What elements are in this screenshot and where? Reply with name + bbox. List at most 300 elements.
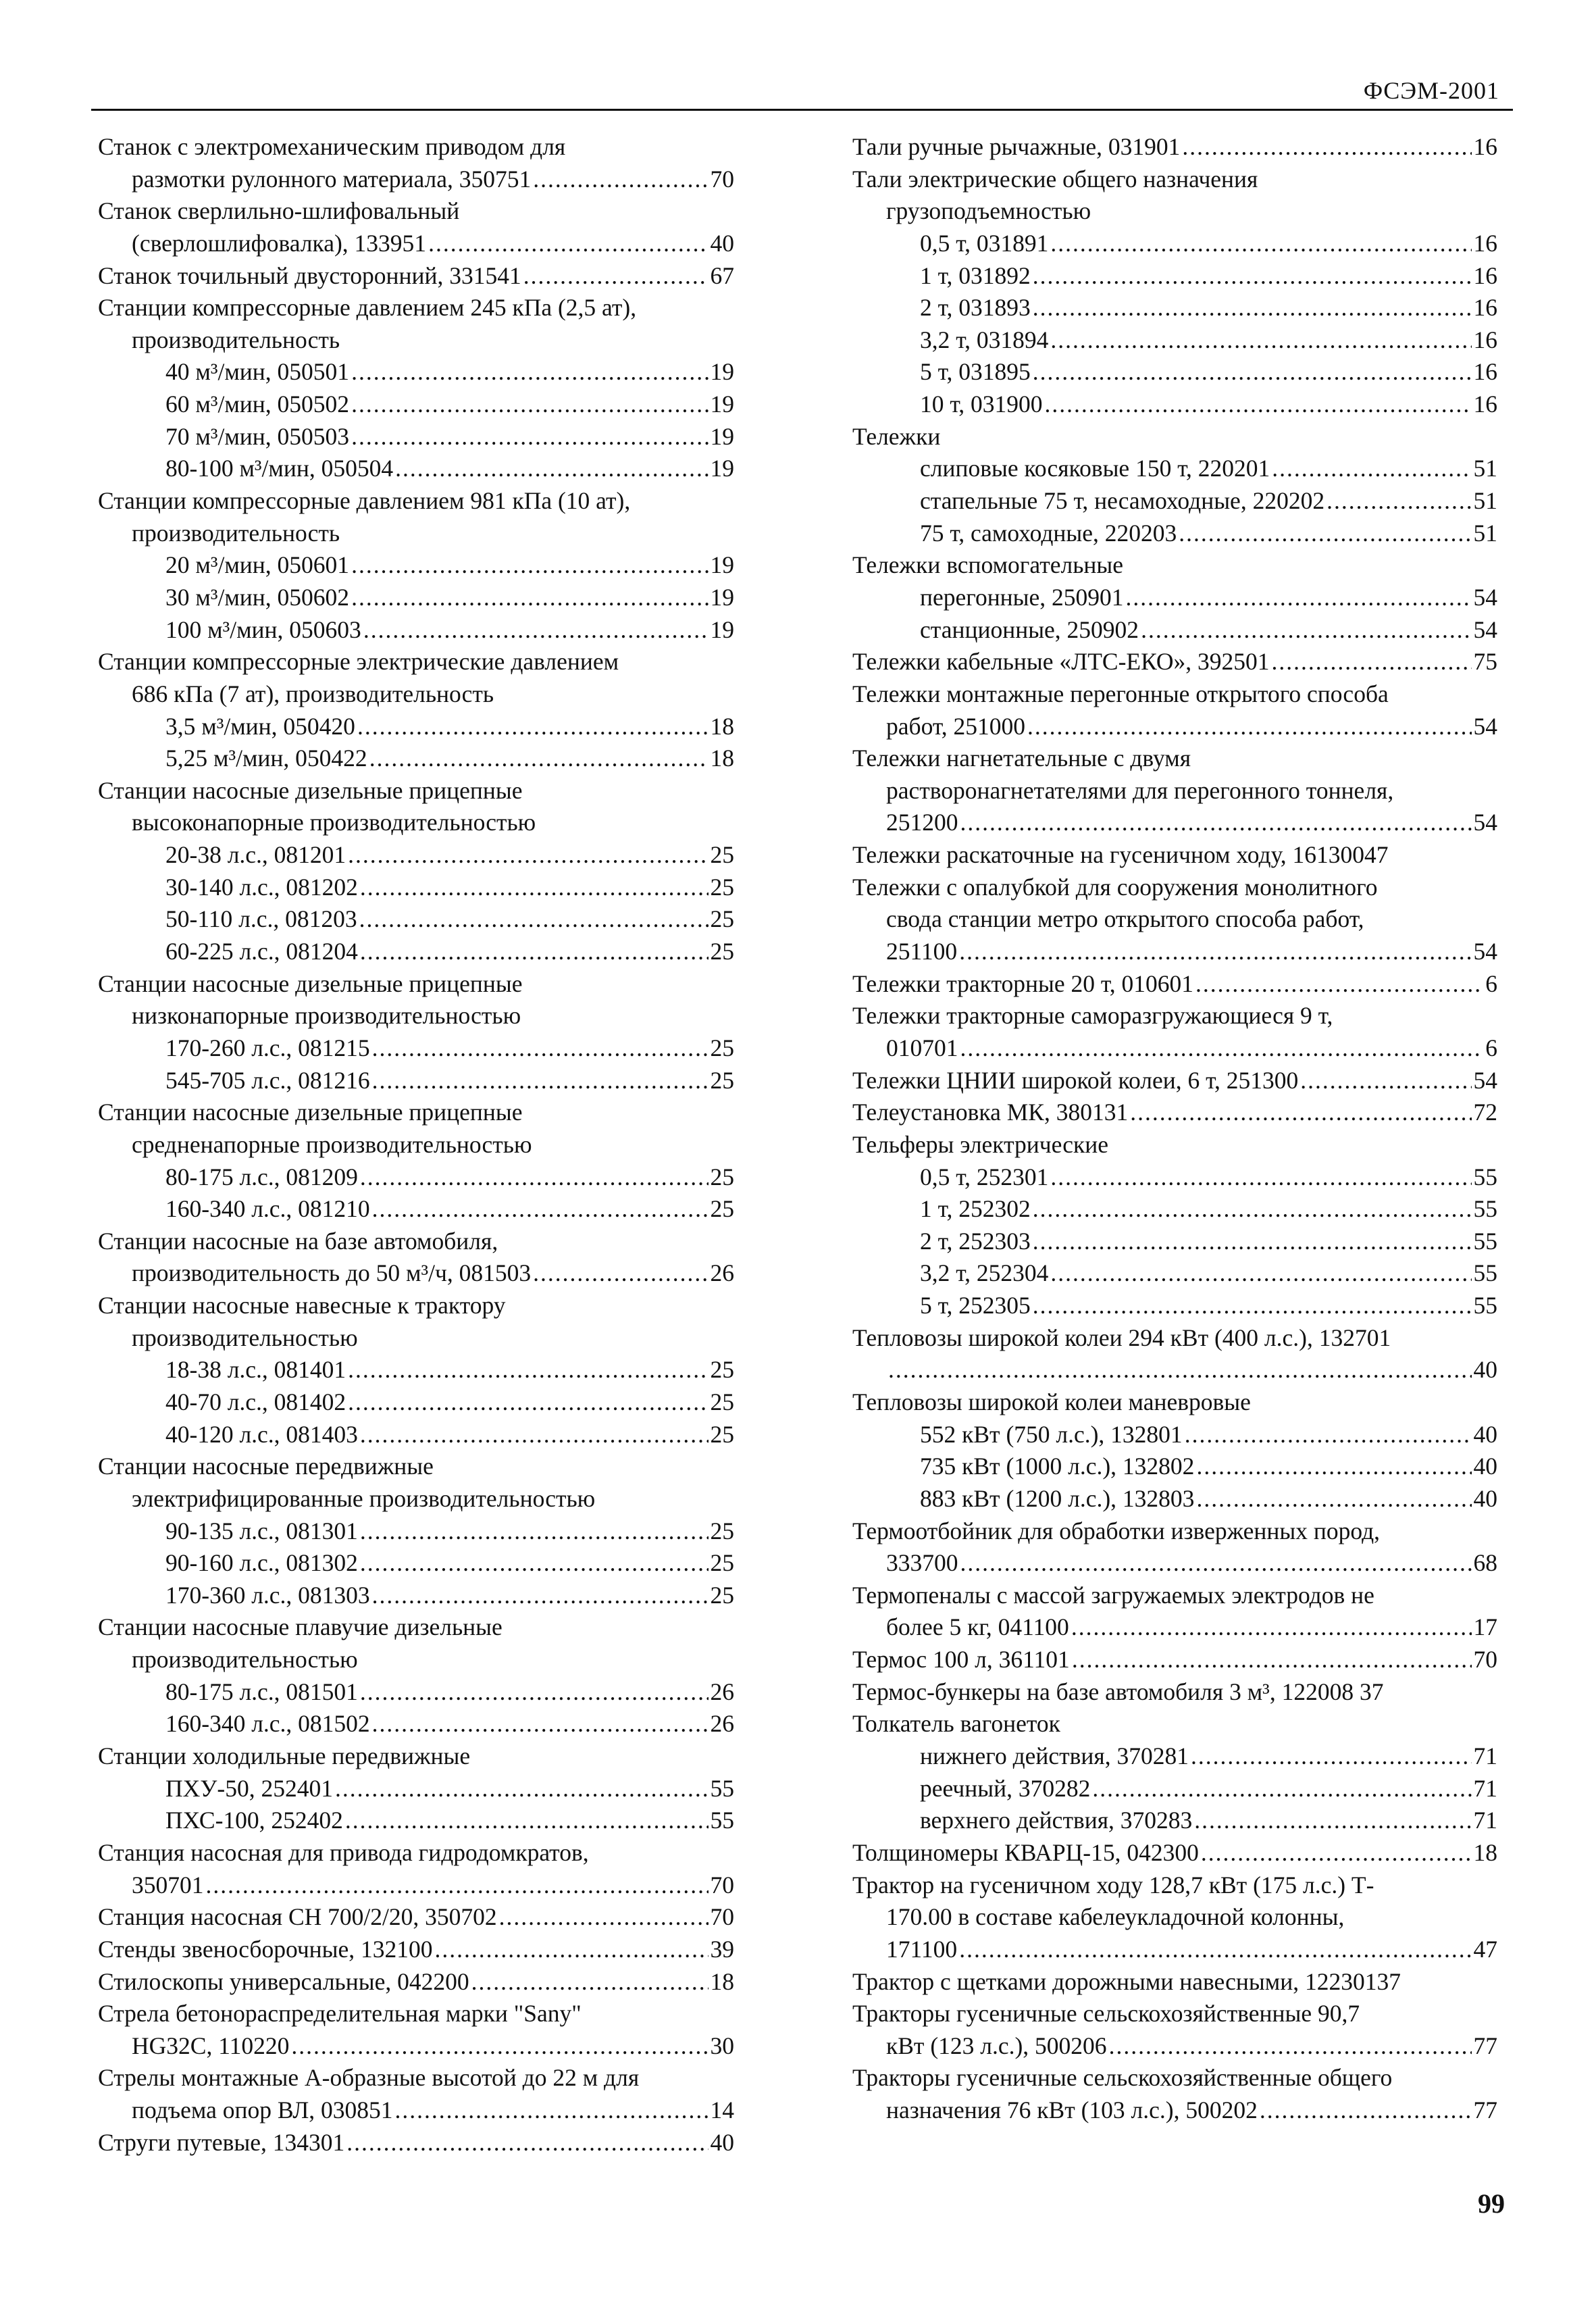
dot-leader — [959, 1934, 1471, 1966]
index-entry-text: 5 т, 252305 — [920, 1292, 1031, 1319]
index-page-ref: 16 — [1473, 294, 1497, 322]
index-entry-text: Станции холодильные передвижные — [98, 1742, 471, 1770]
dot-leader — [1126, 582, 1472, 614]
index-entry-text: 70 м³/мин, 050503 — [165, 422, 350, 450]
index-entry-text: 5 т, 031895 — [920, 358, 1031, 386]
index-entry-text: 686 кПа (7 ат), производительность — [132, 680, 494, 707]
dot-leader — [1196, 1483, 1471, 1515]
dot-leader — [1182, 131, 1471, 164]
index-entry — [98, 356, 734, 388]
index-entry-text: Тракторы гусеничные сельскохозяйственные 90,7 — [852, 2000, 1360, 2028]
index-entry-text: Тельферы электрические — [852, 1130, 1109, 1158]
index-entry-text: Станции насосные передвижные — [98, 1453, 434, 1480]
dot-leader — [960, 1032, 1484, 1065]
index-entry-text: Тележки тракторные саморазгружающиеся 9 т, — [852, 1002, 1333, 1030]
index-entry-text: Тракторы гусеничные сельскохозяйственные общего — [852, 2064, 1393, 2092]
index-page-ref: 55 — [1473, 1195, 1497, 1223]
index-page-ref: 40 — [1473, 1484, 1497, 1512]
index-entry — [98, 936, 734, 968]
dot-leader — [351, 388, 708, 421]
dot-leader — [1130, 1097, 1471, 1129]
index-page-ref: 77 — [1473, 2096, 1497, 2124]
index-entry — [98, 872, 734, 904]
dot-leader — [360, 1676, 709, 1709]
index-entry — [852, 453, 1497, 485]
index-entry-text: Станции компрессорные давлением 245 кПа (2,5 ат), — [98, 294, 637, 322]
index-entry — [98, 1226, 734, 1290]
dot-leader — [360, 1419, 709, 1451]
index-entry-text: Стенды звеносборочные, 132100 — [98, 1935, 433, 1963]
index-entry — [98, 1837, 734, 1901]
index-entry-text: подъема опор ВЛ, 030851 — [132, 2096, 393, 2124]
index-page-ref: 16 — [1473, 391, 1497, 418]
dot-leader — [1141, 614, 1471, 647]
index-page-ref: 30 — [710, 2032, 734, 2059]
dot-leader — [1179, 518, 1471, 550]
index-page-ref: 16 — [1473, 326, 1497, 353]
index-page-ref: 55 — [1473, 1292, 1497, 1319]
index-page-ref: 40 — [710, 2128, 734, 2156]
dot-leader — [1185, 1419, 1472, 1451]
index-entry-text: растворонагнетателями для перегонного тоннеля, — [886, 776, 1394, 804]
index-entry-text: Станции насосные дизельные прицепные — [98, 970, 523, 997]
index-entry-text: Станция насосная СН 700/2/20, 350702 — [98, 1903, 497, 1931]
dot-leader — [1092, 1773, 1471, 1805]
index-entry-text: Тележки нагнетательные с двумя — [852, 745, 1191, 772]
index-entry — [852, 1419, 1497, 1451]
index-entry-text: производительностью — [132, 1324, 358, 1351]
index-page-ref: 55 — [710, 1774, 734, 1802]
index-page-ref: 51 — [1473, 487, 1497, 515]
index-page-ref: 54 — [1473, 809, 1497, 836]
index-page-ref: 6 — [1485, 1034, 1497, 1061]
index-entry-text: Струги путевые, 134301 — [98, 2128, 345, 2156]
index-entry-text: ПХУ-50, 252401 — [165, 1774, 333, 1802]
index-entry-text: 170-360 л.с., 081303 — [165, 1581, 370, 1609]
index-entry-text: 552 кВт (750 л.с.), 132801 — [920, 1420, 1183, 1448]
dot-leader — [435, 1934, 709, 1966]
dot-leader — [533, 1257, 708, 1290]
index-entry — [852, 646, 1497, 678]
index-entry-text: Толкатель вагонеток — [852, 1710, 1060, 1738]
dot-leader — [345, 1805, 709, 1837]
index-entry — [852, 1644, 1497, 1676]
index-entry — [98, 1934, 734, 1966]
index-entry — [852, 164, 1497, 228]
index-page-ref: 71 — [1473, 1742, 1497, 1770]
index-page-ref: 25 — [710, 841, 734, 869]
dot-leader — [1072, 1644, 1472, 1676]
index-entry — [98, 453, 734, 485]
index-entry — [98, 1193, 734, 1226]
index-page-ref: 19 — [710, 358, 734, 386]
index-entry-text: Телеустановка МК, 380131 — [852, 1099, 1129, 1126]
index-entry-text: Станция насосная для привода гидродомкратов, — [98, 1838, 589, 1866]
index-entry-text: 20-38 л.с., 081201 — [165, 841, 346, 869]
index-entry-text: производительность до 50 м³/ч, 081503 — [132, 1259, 532, 1287]
index-entry-text: реечный, 370282 — [920, 1774, 1091, 1802]
index-page-ref: 40 — [1473, 1420, 1497, 1448]
index-entry-text: свода станции метро открытого способа работ, — [886, 905, 1364, 933]
index-entry-text: 170-260 л.с., 081215 — [165, 1034, 370, 1061]
index-entry — [852, 1515, 1497, 1580]
index-entry — [852, 1161, 1497, 1194]
dot-leader — [1071, 1611, 1472, 1644]
index-page-ref: 25 — [710, 1549, 734, 1577]
index-entry — [98, 1773, 734, 1805]
index-entry-text: Тележки вспомогательные — [852, 551, 1123, 579]
index-entry — [98, 614, 734, 647]
index-entry — [98, 549, 734, 582]
index-entry — [98, 1580, 734, 1612]
dot-leader — [1196, 1451, 1471, 1483]
dot-leader — [359, 903, 709, 936]
index-page-ref: 25 — [710, 1034, 734, 1061]
index-entry — [98, 1386, 734, 1419]
index-entry-text: 5,25 м³/мин, 050422 — [165, 745, 367, 772]
index-entry — [98, 1998, 734, 2062]
index-entry — [98, 968, 734, 1032]
index-entry — [98, 839, 734, 872]
index-entry-text: Стрелы монтажные А-образные высотой до 22 м для — [98, 2064, 640, 2092]
dot-leader — [499, 1901, 709, 1934]
index-page-ref: 75 — [1473, 648, 1497, 676]
index-entry — [98, 2062, 734, 2126]
index-entry-text: Тепловозы широкой колеи 294 кВт (400 л.с.), 132701 — [852, 1324, 1391, 1351]
index-entry — [98, 903, 734, 936]
index-page-ref: 19 — [710, 615, 734, 643]
dot-leader — [372, 1580, 709, 1612]
dot-leader — [1050, 1161, 1471, 1194]
dot-leader — [428, 228, 708, 260]
index-entry-text: 18-38 л.с., 081401 — [165, 1356, 346, 1384]
index-page-ref: 16 — [1473, 261, 1497, 289]
index-page-ref: 16 — [1473, 133, 1497, 160]
dot-leader — [1033, 1193, 1472, 1226]
index-entry — [98, 195, 734, 259]
index-entry — [98, 2127, 734, 2159]
index-entry-text: Станок с электромеханическим приводом для — [98, 133, 566, 160]
index-entry — [98, 1740, 734, 1773]
index-page-ref: 19 — [710, 422, 734, 450]
index-entry-text: ПХС-100, 252402 — [165, 1807, 343, 1834]
index-entry-text: 90-135 л.с., 081301 — [165, 1517, 358, 1544]
index-entry — [98, 1547, 734, 1580]
index-entry-text: 1 т, 252302 — [920, 1195, 1031, 1223]
index-entry-text: 30 м³/мин, 050602 — [165, 583, 350, 611]
index-entry — [852, 1065, 1497, 1097]
dot-leader — [1327, 485, 1471, 518]
index-entry — [98, 292, 734, 356]
index-entry — [98, 485, 734, 549]
index-entry-text: 40 м³/мин, 050501 — [165, 358, 350, 386]
index-entry-text: 3,5 м³/мин, 050420 — [165, 712, 355, 740]
index-entry — [98, 582, 734, 614]
index-entry-text: назначения 76 кВт (103 л.с.), 500202 — [886, 2096, 1258, 2124]
index-entry — [852, 968, 1497, 1001]
dot-leader — [372, 1193, 709, 1226]
index-entry — [852, 1257, 1497, 1290]
index-entry-text: 3,2 т, 252304 — [920, 1259, 1049, 1287]
dot-leader — [372, 1065, 709, 1097]
index-entry — [98, 1032, 734, 1065]
index-entry — [98, 388, 734, 421]
index-entry — [852, 549, 1497, 582]
index-entry-text: 883 кВт (1200 л.с.), 132803 — [920, 1484, 1195, 1512]
index-page-ref: 40 — [1473, 1356, 1497, 1384]
index-entry-text: Тележки тракторные 20 т, 010601 — [852, 970, 1193, 997]
index-entry — [852, 1998, 1497, 2062]
index-entry-text: Толщиномеры КВАРЦ-15, 042300 — [852, 1838, 1199, 1866]
index-entry-text: слиповые косяковые 150 т, 220201 — [920, 455, 1270, 482]
index-entry-text: более 5 кг, 041100 — [886, 1613, 1069, 1641]
index-page-ref: 70 — [710, 1871, 734, 1898]
index-entry-text: кВт (123 л.с.), 500206 — [886, 2032, 1107, 2059]
index-entry-text: 30-140 л.с., 081202 — [165, 873, 358, 901]
dot-leader — [351, 356, 708, 388]
index-entry-text: Стилоскопы универсальные, 042200 — [98, 1967, 469, 1995]
index-entry-text: верхнего действия, 370283 — [920, 1807, 1193, 1834]
index-entry — [852, 1290, 1497, 1322]
index-entry — [852, 1708, 1497, 1740]
index-entry-text: Станции насосные на базе автомобиля, — [98, 1227, 498, 1255]
index-page-ref: 16 — [1473, 229, 1497, 257]
index-entry — [852, 421, 1497, 453]
dot-leader — [395, 2094, 709, 2127]
index-entry-text: (сверлошлифовалка), 133951 — [132, 229, 427, 257]
index-entry-text: производительность — [132, 326, 340, 353]
index-page-ref: 55 — [1473, 1163, 1497, 1190]
index-entry — [852, 743, 1497, 839]
index-entry-text: 333700 — [886, 1549, 958, 1577]
dot-leader — [1033, 260, 1472, 293]
index-entry-text: 251100 — [886, 938, 958, 965]
index-entry — [852, 1483, 1497, 1515]
index-entry-text: Тележки монтажные перегонные открытого способа — [852, 680, 1389, 707]
dot-leader — [346, 2127, 708, 2159]
index-entry — [852, 1580, 1497, 1644]
dot-leader — [357, 711, 709, 743]
index-entry — [852, 582, 1497, 614]
index-entry-text: грузоподъемностью — [886, 197, 1091, 225]
index-page-ref: 25 — [710, 1163, 734, 1190]
dot-leader — [206, 1869, 709, 1902]
index-entry-text: 160-340 л.с., 081210 — [165, 1195, 370, 1223]
index-entry — [98, 1966, 734, 1998]
index-entry — [98, 1065, 734, 1097]
index-entry-text: 171100 — [886, 1935, 958, 1963]
dot-leader — [1033, 1290, 1472, 1322]
index-entry — [852, 1193, 1497, 1226]
index-page-ref: 70 — [1473, 1646, 1497, 1674]
index-entry-text: 2 т, 252303 — [920, 1227, 1031, 1255]
index-entry-text: 80-175 л.с., 081209 — [165, 1163, 358, 1190]
index-entry — [852, 388, 1497, 421]
index-entry — [98, 260, 734, 293]
dot-leader — [369, 743, 709, 775]
index-column-left — [98, 131, 734, 2159]
index-entry-text: Станок точильный двусторонний, 331541 — [98, 261, 521, 289]
index-page-ref: 55 — [1473, 1259, 1497, 1287]
index-entry-text: 50-110 л.с., 081203 — [165, 905, 357, 933]
index-page-ref: 40 — [710, 229, 734, 257]
dot-leader — [960, 1547, 1472, 1580]
dot-leader — [1050, 228, 1471, 260]
index-entry-text: 545-705 л.с., 081216 — [165, 1066, 370, 1094]
dot-leader — [1191, 1740, 1471, 1773]
index-entry-text: 170.00 в составе кабелеукладочной колонны, — [886, 1903, 1345, 1931]
index-entry — [852, 1129, 1497, 1161]
index-entry — [98, 1290, 734, 1354]
index-entry-text: 0,5 т, 252301 — [920, 1163, 1049, 1190]
index-entry — [852, 1226, 1497, 1258]
index-entry-text: нижнего действия, 370281 — [920, 1742, 1189, 1770]
index-entry — [852, 1740, 1497, 1773]
index-entry-text: станционные, 250902 — [920, 615, 1139, 643]
dot-leader — [360, 936, 709, 968]
index-entry-text: низконапорные производительностью — [132, 1002, 521, 1030]
index-page-ref: 55 — [1473, 1227, 1497, 1255]
dot-leader — [372, 1032, 709, 1065]
dot-leader — [1027, 711, 1472, 743]
index-page-ref: 26 — [710, 1710, 734, 1738]
dot-leader — [1272, 453, 1471, 485]
index-entry-text: 20 м³/мин, 050601 — [165, 551, 350, 579]
index-entry-text: 0,5 т, 031891 — [920, 229, 1049, 257]
index-entry — [98, 1515, 734, 1548]
index-entry — [852, 1869, 1497, 1966]
dot-leader — [1201, 1837, 1472, 1869]
dot-leader — [1260, 2094, 1472, 2127]
index-entry — [98, 775, 734, 839]
index-page-ref: 19 — [710, 391, 734, 418]
index-entry-text: 3,2 т, 031894 — [920, 326, 1049, 353]
index-entry — [852, 1322, 1497, 1386]
index-entry-text: HG32C, 110220 — [132, 2032, 290, 2059]
index-entry-text: производительностью — [132, 1646, 358, 1674]
index-entry-text: 80-100 м³/мин, 050504 — [165, 455, 394, 482]
page-number: 99 — [1478, 2188, 1505, 2219]
index-entry-text: Тележки с опалубкой для сооружения монолитного — [852, 873, 1378, 901]
index-page-ref: 18 — [710, 1967, 734, 1995]
dot-leader — [523, 260, 709, 293]
dot-leader — [360, 872, 709, 904]
index-entry — [852, 1097, 1497, 1129]
index-entry-text: 100 м³/мин, 050603 — [165, 615, 361, 643]
index-entry-text: производительность — [132, 519, 340, 547]
dot-leader — [1050, 1257, 1471, 1290]
index-page-ref: 70 — [710, 1903, 734, 1931]
dot-leader — [959, 936, 1471, 968]
index-page-ref: 72 — [1473, 1099, 1497, 1126]
index-entry — [98, 1161, 734, 1194]
index-entry-text: 251200 — [886, 809, 958, 836]
dot-leader — [360, 1547, 709, 1580]
index-page-ref: 40 — [1473, 1453, 1497, 1480]
index-entry — [98, 1805, 734, 1837]
index-entry — [98, 1451, 734, 1515]
index-entry-text: Станции компрессорные электрические давлением — [98, 648, 619, 676]
index-entry — [852, 1966, 1497, 1998]
index-page-ref: 19 — [710, 455, 734, 482]
index-entry-text: Трактор с щетками дорожными навесными, 12230137 — [852, 1967, 1401, 1995]
index-page-ref: 54 — [1473, 583, 1497, 611]
index-entry — [852, 228, 1497, 260]
index-page-ref: 70 — [710, 165, 734, 193]
dot-leader — [1033, 292, 1472, 324]
index-page-ref: 25 — [710, 1066, 734, 1094]
index-page-ref: 18 — [1473, 1838, 1497, 1866]
index-entry — [852, 839, 1497, 872]
dot-leader — [1195, 968, 1483, 1001]
index-entry — [98, 1354, 734, 1386]
index-entry-text: Тележки ЦНИИ широкой колеи, 6 т, 251300 — [852, 1066, 1299, 1094]
index-entry-text: Термоотбойник для обработки изверженных пород, — [852, 1517, 1381, 1544]
index-entry-text: Станции насосные плавучие дизельные — [98, 1613, 503, 1641]
index-entry — [852, 356, 1497, 388]
index-entry-text: 60-225 л.с., 081204 — [165, 938, 358, 965]
index-page-ref: 25 — [710, 1195, 734, 1223]
index-page-ref: 39 — [710, 1935, 734, 1963]
index-page-ref: 26 — [710, 1678, 734, 1705]
index-entry-text: Станции насосные дизельные прицепные — [98, 776, 523, 804]
index-page-ref: 51 — [1473, 455, 1497, 482]
index-page-ref: 18 — [710, 745, 734, 772]
dot-leader — [888, 1354, 1472, 1386]
index-entry — [98, 1419, 734, 1451]
index-entry — [852, 1837, 1497, 1869]
dot-leader — [533, 164, 708, 196]
dot-leader — [360, 1515, 709, 1548]
index-entry-text: 350701 — [132, 1871, 204, 1898]
dot-leader — [1194, 1805, 1471, 1837]
index-entry-text: Станции компрессорные давлением 981 кПа (10 ат), — [98, 487, 631, 515]
index-page-ref: 47 — [1473, 1935, 1497, 1963]
dot-leader — [1109, 2030, 1472, 2063]
index-entry-text: 1 т, 031892 — [920, 261, 1031, 289]
index-page-ref: 6 — [1485, 970, 1497, 997]
dot-leader — [363, 614, 709, 647]
index-entry-text: электрифицированные производительностью — [132, 1484, 596, 1512]
index-entry-text: Тепловозы широкой колеи маневровые — [852, 1388, 1251, 1415]
index-entry — [852, 1000, 1497, 1064]
dot-leader — [1272, 646, 1472, 678]
dot-leader — [351, 421, 708, 453]
index-page-ref: 25 — [710, 1356, 734, 1384]
index-entry-text: Термос-бункеры на базе автомобиля 3 м³, 122008 37 — [852, 1678, 1384, 1705]
index-entry-text: работ, 251000 — [886, 712, 1025, 740]
index-entry-text: Трактор на гусеничном ходу 128,7 кВт (175 л.с.) Т- — [852, 1871, 1374, 1898]
index-entry-text: 010701 — [886, 1034, 958, 1061]
index-page-ref: 25 — [710, 1581, 734, 1609]
index-entry-text: 40-120 л.с., 081403 — [165, 1420, 358, 1448]
index-entry — [98, 646, 734, 710]
index-entry — [852, 1773, 1497, 1805]
index-entry — [98, 743, 734, 775]
index-entry-text: 60 м³/мин, 050502 — [165, 391, 350, 418]
header-rule — [91, 109, 1513, 111]
index-page-ref: 71 — [1473, 1807, 1497, 1834]
index-entry-text: 160-340 л.с., 081502 — [165, 1710, 370, 1738]
index-entry — [98, 711, 734, 743]
index-page-ref: 54 — [1473, 1066, 1497, 1094]
index-page-ref: 16 — [1473, 358, 1497, 386]
index-entry — [852, 260, 1497, 293]
dot-leader — [395, 453, 708, 485]
index-page-ref: 77 — [1473, 2032, 1497, 2059]
dot-leader — [471, 1966, 709, 1998]
index-page-ref: 18 — [710, 712, 734, 740]
